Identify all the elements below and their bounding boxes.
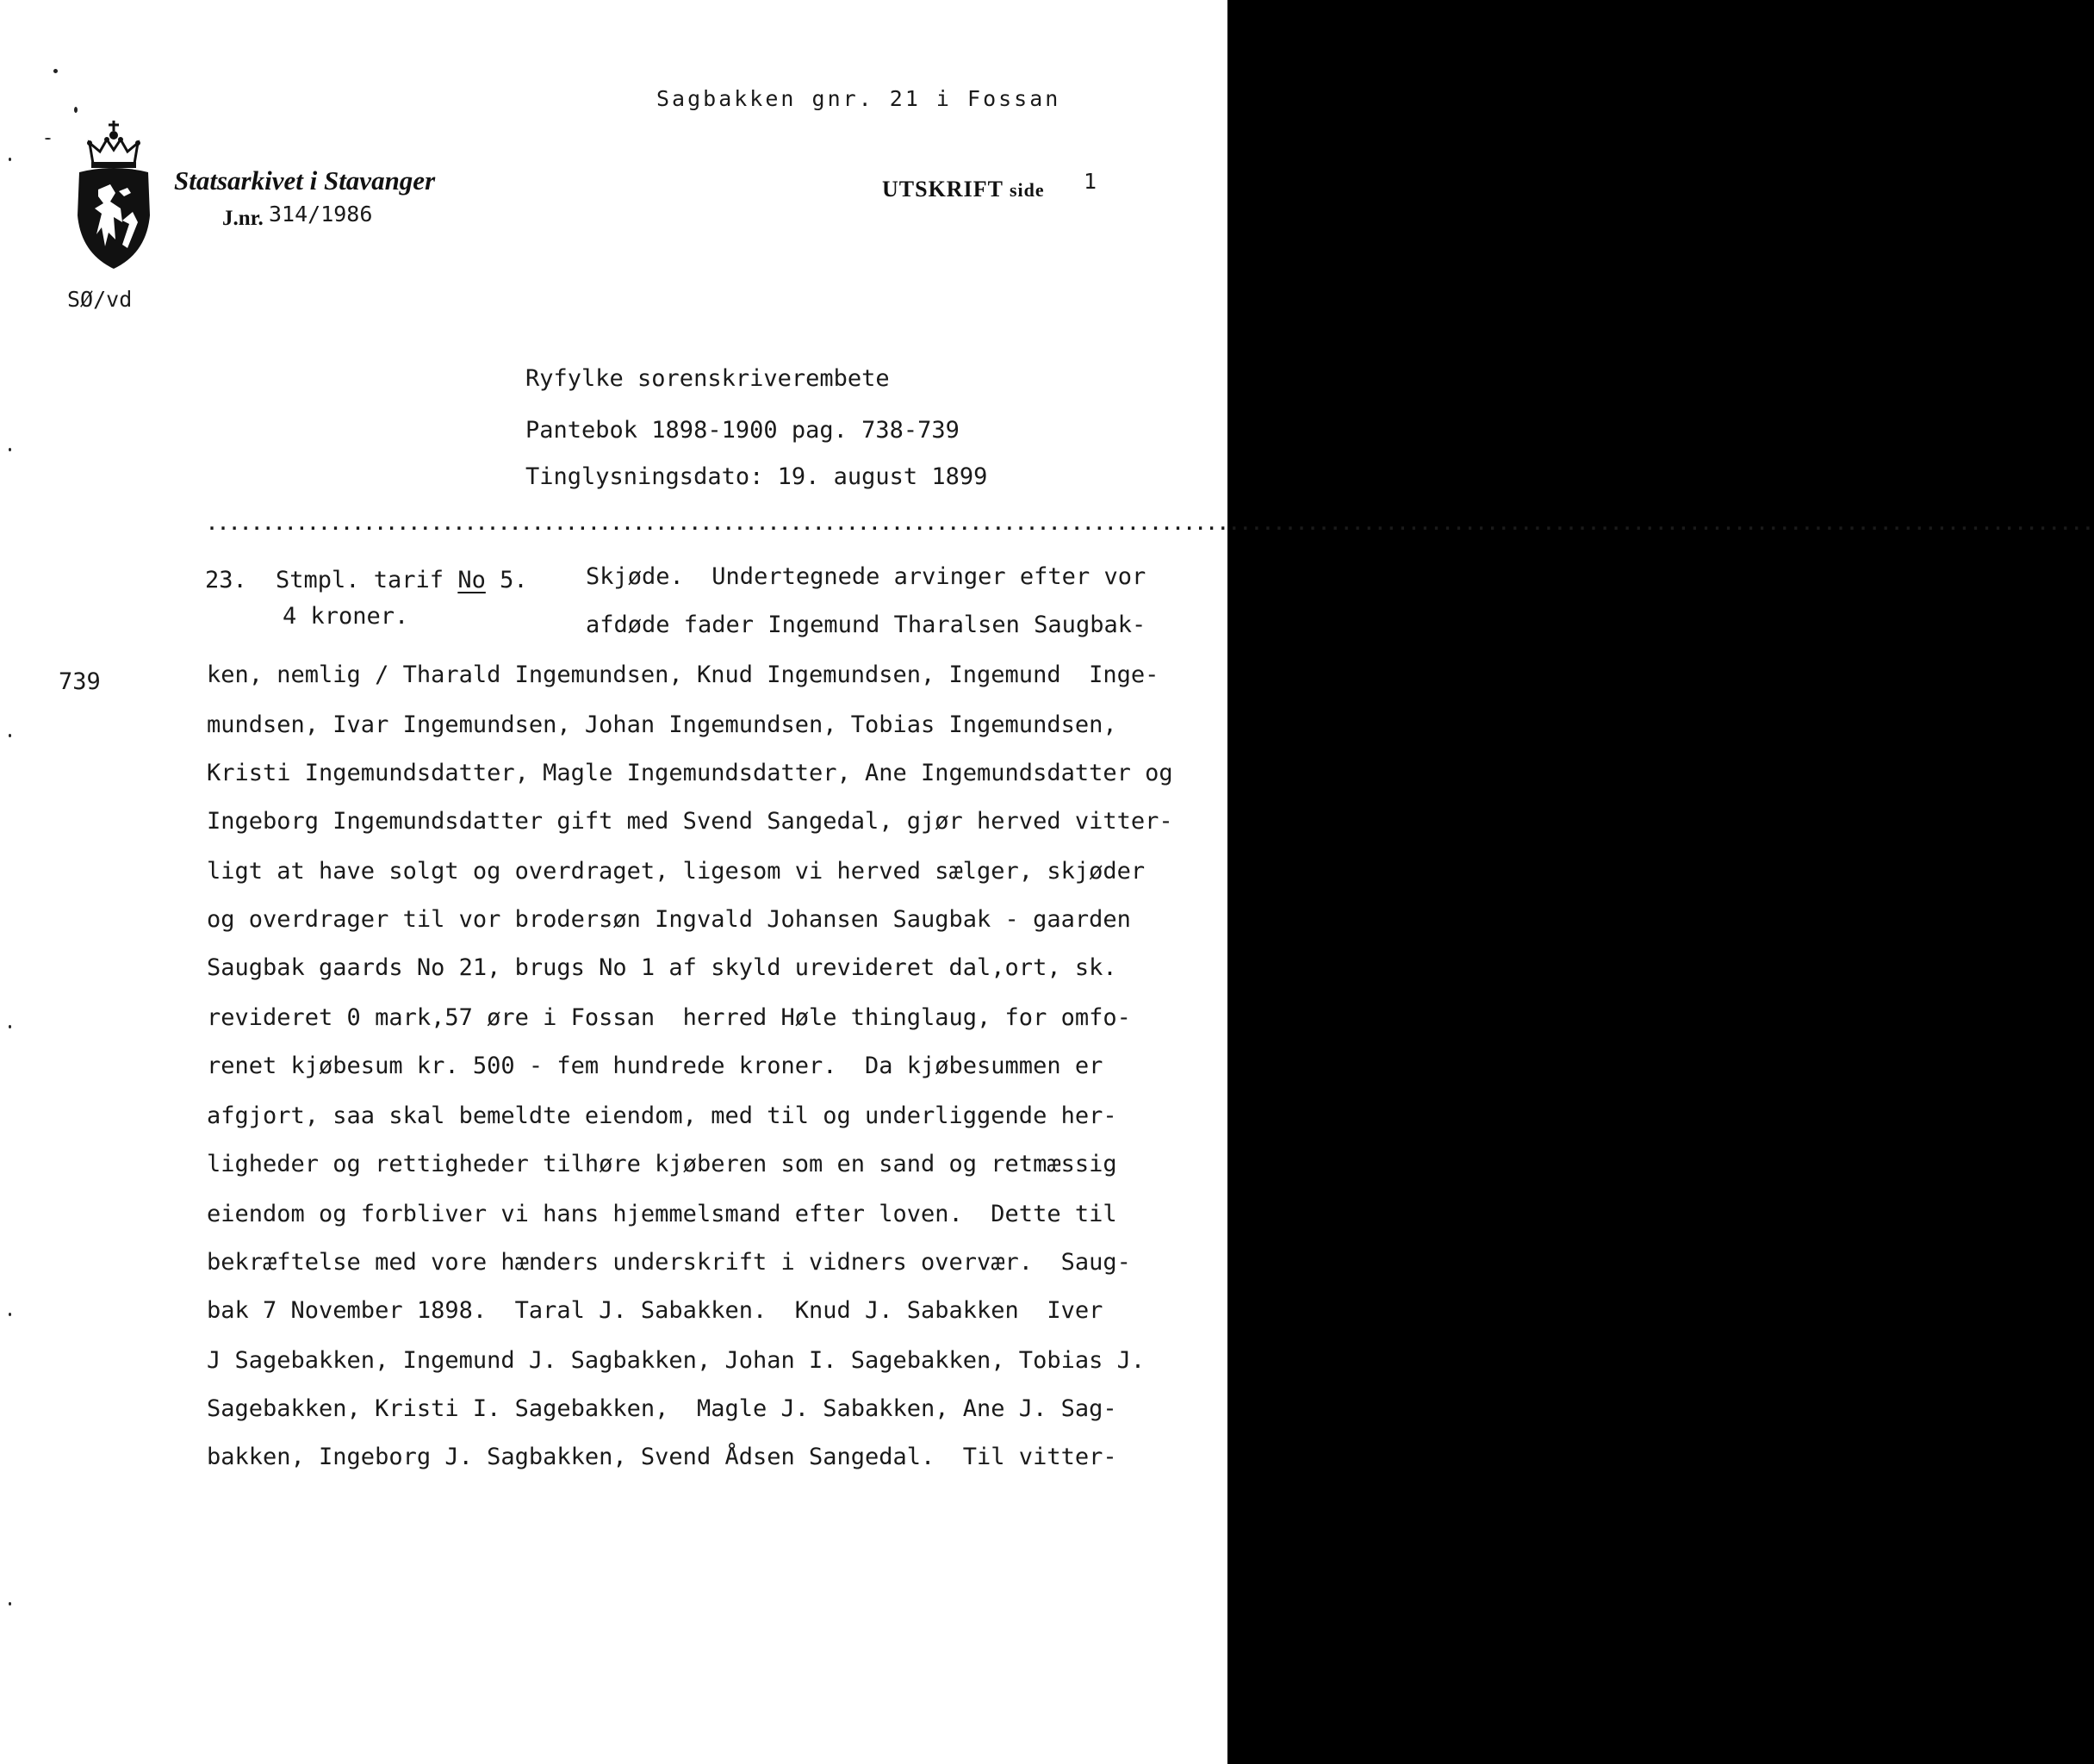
deed-line: afdøde fader Ingemund Tharalsen Saugbak- [586,612,1146,638]
margin-page-number: 739 [59,668,101,695]
scan-speck [45,138,51,140]
scan-speck [9,1025,11,1028]
side-label: side [1009,179,1045,201]
deed-line: afgjort, saa skal bemeldte eiendom, med til og underliggende her- [207,1102,1117,1129]
scan-speck [74,107,78,113]
scan-speck [9,158,11,161]
scan-speck [9,1313,11,1316]
dotted-separator: ........................................................................................................................................................................ [207,513,2094,534]
deed-line: bakken, Ingeborg J. Sagbakken, Svend Ådsen Sangedal. Til vitter- [207,1444,1117,1470]
deed-line: ken, nemlig / Tharald Ingemundsen, Knud Ingemundsen, Ingemund Inge- [207,662,1159,688]
stamp-no: No [457,567,486,593]
journal-number: 314/1986 [269,202,373,227]
deed-line: J Sagebakken, Ingemund J. Sagbakken, Johan I. Sagebakken, Tobias J. [207,1347,1146,1374]
deed-line: Ingeborg Ingemundsdatter gift med Svend Sangedal, gjør herved vitter- [207,808,1173,835]
stamp-suffix: 5. [485,567,528,593]
deed-line: revideret 0 mark,57 øre i Fossan herred Høle thinglaug, for omfo- [207,1004,1131,1031]
deed-line: renet kjøbesum kr. 500 - fem hundrede kroner. Da kjøbesummen er [207,1053,1103,1079]
journal-number-label: J.nr. [222,207,264,230]
stamp-amount: 4 kroner. [283,603,409,630]
scan-speck [53,69,58,73]
property-reference: Sagbakken gnr. 21 i Fossan [656,86,1061,111]
stamp-prefix: Stmpl. tarif [276,567,458,593]
page-number: 1 [1084,169,1097,194]
deed-line: Kristi Ingemundsdatter, Magle Ingemundsdatter, Ane Ingemundsdatter og [207,760,1173,786]
scan-speck [9,734,11,737]
deed-line: og overdrager til vor brodersøn Ingvald Johansen Saugbak - gaarden [207,906,1131,933]
archive-name: Statsarkivet i Stavanger [174,165,436,196]
registration-date: Tinglysningsdato: 19. august 1899 [525,463,988,490]
deed-line: mundsen, Ivar Ingemundsen, Johan Ingemundsen, Tobias Ingemundsen, [207,711,1117,738]
deed-line: ligt at have solgt og overdraget, ligesom vi herved sælger, skjøder [207,858,1146,885]
scan-speck [9,448,11,451]
mortgage-book-reference: Pantebok 1898-1900 pag. 738-739 [525,417,960,444]
deed-line: eiendom og forbliver vi hans hjemmelsmand efter loven. Dette til [207,1201,1117,1227]
deed-line: ligheder og rettigheder tilhøre kjøberen som en sand og retmæssig [207,1151,1117,1177]
document-type-label [882,177,1045,202]
deed-line: bak 7 November 1898. Taral J. Sabakken. Knud J. Sabakken Iver [207,1297,1103,1324]
deed-line: Sagebakken, Kristi I. Sagebakken, Magle J. Sabakken, Ane J. Sag- [207,1395,1117,1422]
stamp-tariff [276,567,528,593]
signer-initials: SØ/vd [67,287,133,312]
court-office: Ryfylke sorenskriverembete [525,365,890,392]
deed-line: Saugbak gaards No 21, brugs No 1 af skyld urevideret dal,ort, sk. [207,954,1117,981]
deed-line: Skjøde. Undertegnede arvinger efter vor [586,563,1146,590]
entry-number: 23. [205,567,247,593]
scan-speck [9,1602,11,1606]
coat-of-arms-icon [72,119,155,270]
utskrift-label: UTSKRIFT [882,177,1004,202]
deed-line: bekræftelse med vore hænders underskrift i vidners overvær. Saug- [207,1249,1131,1276]
